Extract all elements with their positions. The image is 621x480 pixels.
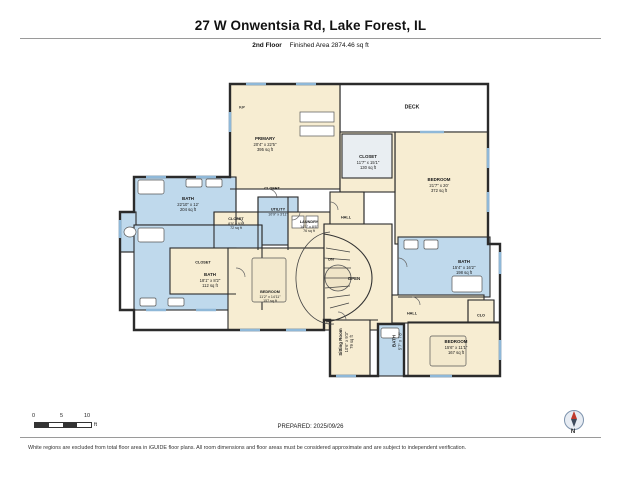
room-name: DECK: [404, 104, 420, 111]
room-dimensions: 15'6" x 11'1": [444, 344, 468, 350]
room-area: 372 sq ft: [430, 187, 448, 193]
disclaimer-text: White regions are excluded from total floor area in iGUIDE floor plans. All room dimensions and floor areas must be considered approximate and are subject to independent verification.: [28, 445, 467, 451]
room-name: BEDROOM: [427, 176, 451, 182]
room-dimensions: 15'4" x 16'2": [452, 264, 476, 270]
room-name: CLOSET: [195, 260, 211, 265]
room-dimensions: 14'1" x 8'6": [300, 224, 318, 229]
scale-label-0: 0: [32, 413, 36, 419]
room-dimensions: 22'10" x 12': [177, 201, 199, 207]
room-name: BATH: [204, 271, 216, 277]
floor-subheader: [0, 42, 621, 49]
floor-plan-drawing: [0, 52, 621, 407]
room-name: Sitting Room: [337, 328, 343, 356]
room-dimensions: 11'2" x 14'11": [259, 294, 281, 299]
finished-area-label: Finished Area 2874.46 sq ft: [289, 42, 369, 49]
room-name: CLOSET: [359, 153, 377, 159]
room-area: 76 sq ft: [303, 229, 315, 234]
room-name: CLOSET: [264, 186, 280, 191]
page-title: 27 W Onwentsia Rd, Lake Forest, IL: [194, 18, 427, 33]
room-dimensions: 10'9" x 3'11": [268, 212, 288, 217]
scale-label-10: 10: [84, 413, 91, 419]
room-name: BATH: [391, 335, 397, 347]
room-name: DN: [328, 257, 334, 262]
room-name: BEDROOM: [444, 338, 468, 344]
room-name: UTILITY: [270, 207, 286, 212]
scale-label-5: 5: [60, 413, 64, 419]
room-dimensions: 10'6" x 9'3": [343, 331, 349, 353]
room-name: HALL: [340, 215, 352, 220]
room-dimensions: 20'4" x 22'5": [253, 141, 277, 147]
prepared-date: PREPARED: 2025/09/26: [277, 424, 344, 430]
compass-north-label: N: [570, 429, 576, 435]
room-name: LAUNDRY: [299, 219, 319, 224]
room-name: BEDROOM: [260, 289, 280, 294]
room-name: BATH: [458, 258, 470, 264]
room-name: BATH: [182, 195, 194, 201]
room-area: 157 sq ft: [263, 299, 277, 304]
compass-north-needle-icon: [571, 411, 577, 419]
room-dimensions: 5'7" x 7'8": [397, 331, 403, 351]
room-dimensions: 18'1" x 8'2": [199, 277, 221, 283]
room-name: F.P: [239, 105, 245, 110]
room-area: 204 sq ft: [179, 206, 197, 212]
room-area: 395 sq ft: [256, 146, 274, 152]
room-area: 167 sq ft: [447, 349, 465, 355]
room-name: HALL: [406, 311, 418, 316]
scale-unit-label: ft: [94, 422, 98, 428]
floor-label: 2nd Floor: [252, 42, 282, 49]
footer-divider: [20, 437, 601, 438]
room-dimensions: 21'7" x 20': [429, 182, 449, 188]
room-name: CLO: [476, 313, 486, 318]
room-area: 130 sq ft: [359, 164, 377, 170]
room-name: PRIMARY: [254, 135, 276, 141]
header-divider: [20, 38, 601, 39]
room-area: 79 sq ft: [348, 335, 354, 349]
room-dimensions: 8'5" x 9'8": [228, 221, 244, 226]
room-name: CLOSET: [228, 216, 244, 221]
room-area: 112 sq ft: [202, 282, 218, 288]
room-dimensions: 11'7" x 15'1": [356, 159, 380, 165]
room-area: 198 sq ft: [455, 269, 473, 275]
room-name: OPEN: [347, 276, 361, 282]
room-area: 72 sq ft: [230, 226, 242, 231]
